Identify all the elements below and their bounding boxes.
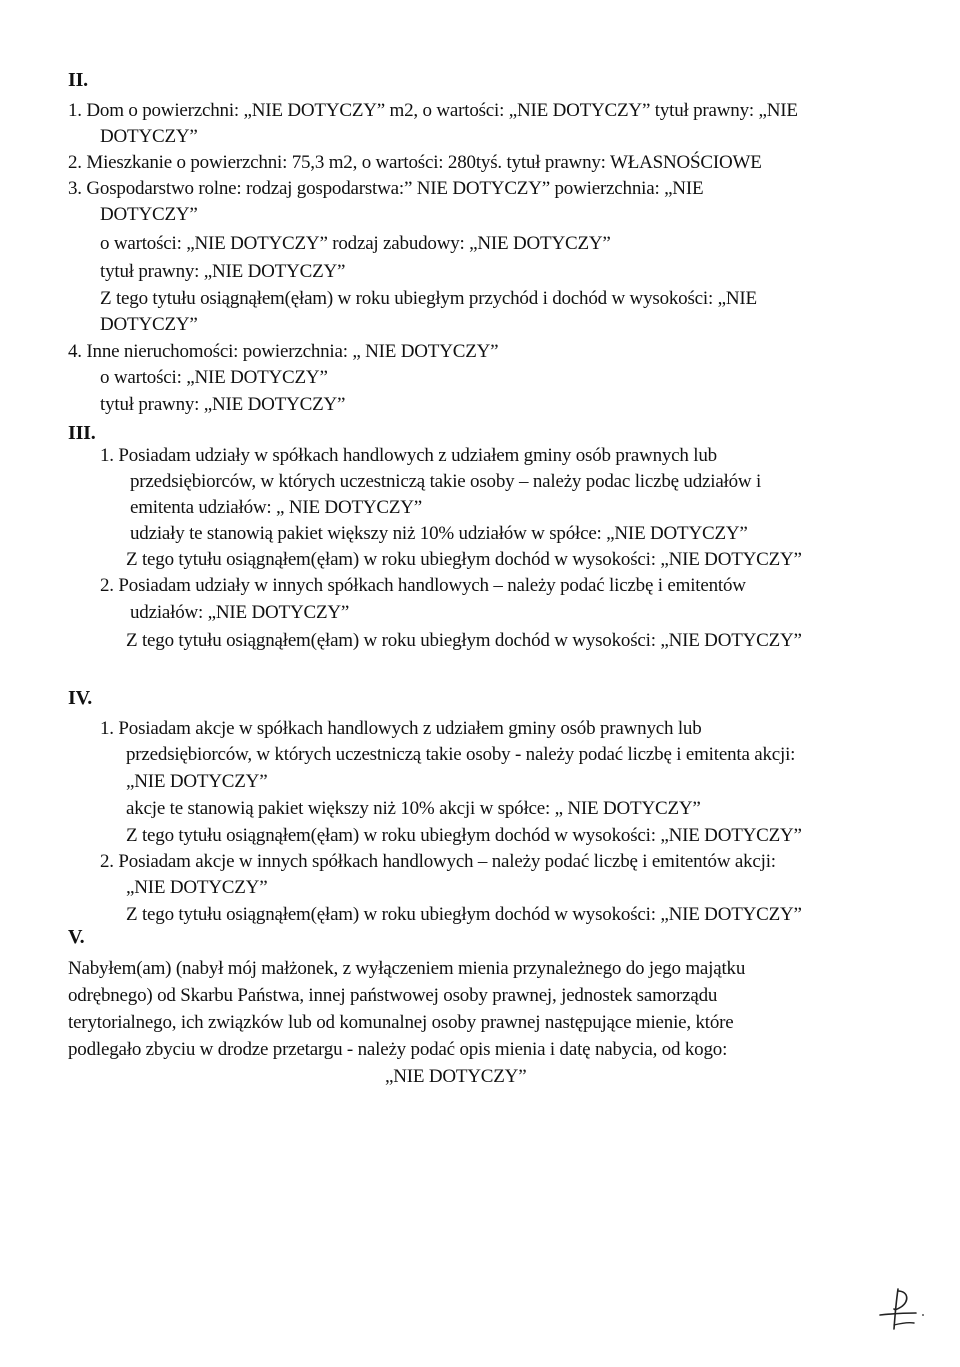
handwritten-initial-icon [868,1285,928,1335]
s3-item1-line: emitenta udziałów: „ NIE DOTYCZY” [130,497,423,518]
section-iv-heading: IV. [68,687,93,709]
s3-item1-line: przedsiębiorców, w których uczestniczą takie osoby – należy podac liczbę udziałów i [130,471,762,492]
s5-text-line: odrębnego) od Skarbu Państwa, innej państwowej osoby prawnej, jednostek samorządu [68,985,718,1006]
section-iii-heading: III. [68,422,96,444]
section-v-heading: V. [68,926,85,948]
s5-text-line: podlegało zbyciu w drodze przetargu - należy podać opis mienia i datę nabycia, od kogo: [68,1039,728,1060]
s5-text-line: „NIE DOTYCZY” [385,1066,527,1087]
s3-item2-line: 2. Posiadam udziały w innych spółkach handlowych – należy podać liczbę i emitentów [100,575,746,596]
section-ii-heading: II. [68,69,88,91]
s5-text-line: terytorialnego, ich związków lub od komunalnej osoby prawnej następujące mienie, które [68,1012,734,1033]
s3-item2-line: Z tego tytułu osiągnąłem(ęłam) w roku ubiegłym dochód w wysokości: „NIE DOTYCZY” [126,630,802,651]
s3-item1-line: 1. Posiadam udziały w spółkach handlowych z udziałem gminy osób prawnych lub [100,445,717,466]
s2-item4-line: o wartości: „NIE DOTYCZY” [100,367,328,388]
s2-item3-line: 3. Gospodarstwo rolne: rodzaj gospodarstwa:” NIE DOTYCZY” powierzchnia: „NIE [68,178,704,199]
s2-item3-line: DOTYCZY” [100,314,198,335]
s4-item2-line: 2. Posiadam akcje w innych spółkach handlowych – należy podać liczbę i emitentów akcji: [100,851,776,872]
s4-item1-line: akcje te stanowią pakiet większy niż 10% akcji w spółce: „ NIE DOTYCZY” [126,798,701,819]
s2-item1-line: 1. Dom o powierzchni: „NIE DOTYCZY” m2, o wartości: „NIE DOTYCZY” tytuł prawny: „NIE [68,100,798,121]
s2-item3-line: tytuł prawny: „NIE DOTYCZY” [100,261,346,282]
s5-text-line: Nabyłem(am) (nabył mój małżonek, z wyłączeniem mienia przynależnego do jego majątku [68,958,746,979]
s4-item2-line: Z tego tytułu osiągnąłem(ęłam) w roku ubiegłym dochód w wysokości: „NIE DOTYCZY” [126,904,802,925]
s3-item1-line: udziały te stanowią pakiet większy niż 10% udziałów w spółce: „NIE DOTYCZY” [130,523,748,544]
s4-item2-line: „NIE DOTYCZY” [126,877,268,898]
s2-item3-line: o wartości: „NIE DOTYCZY” rodzaj zabudowy: „NIE DOTYCZY” [100,233,611,254]
s3-item1-line: Z tego tytułu osiągnąłem(ęłam) w roku ubiegłym dochód w wysokości: „NIE DOTYCZY” [126,549,802,570]
s2-item4-line: 4. Inne nieruchomości: powierzchnia: „ NIE DOTYCZY” [68,341,499,362]
s4-item1-line: przedsiębiorców, w których uczestniczą takie osoby - należy podać liczbę i emitenta akcji: [126,744,796,765]
s3-item2-line: udziałów: „NIE DOTYCZY” [130,602,350,623]
s2-item1-line: DOTYCZY” [100,126,198,147]
s2-item4-line: tytuł prawny: „NIE DOTYCZY” [100,394,346,415]
s2-item3-line: DOTYCZY” [100,204,198,225]
s4-item1-line: „NIE DOTYCZY” [126,771,268,792]
s4-item1-line: 1. Posiadam akcje w spółkach handlowych z udziałem gminy osób prawnych lub [100,718,702,739]
s2-item2-line: 2. Mieszkanie o powierzchni: 75,3 m2, o wartości: 280tyś. tytuł prawny: WŁASNOŚCIOWE [68,152,762,173]
s2-item3-line: Z tego tytułu osiągnąłem(ęłam) w roku ubiegłym przychód i dochód w wysokości: „NIE [100,288,757,309]
s4-item1-line: Z tego tytułu osiągnąłem(ęłam) w roku ubiegłym dochód w wysokości: „NIE DOTYCZY” [126,825,802,846]
